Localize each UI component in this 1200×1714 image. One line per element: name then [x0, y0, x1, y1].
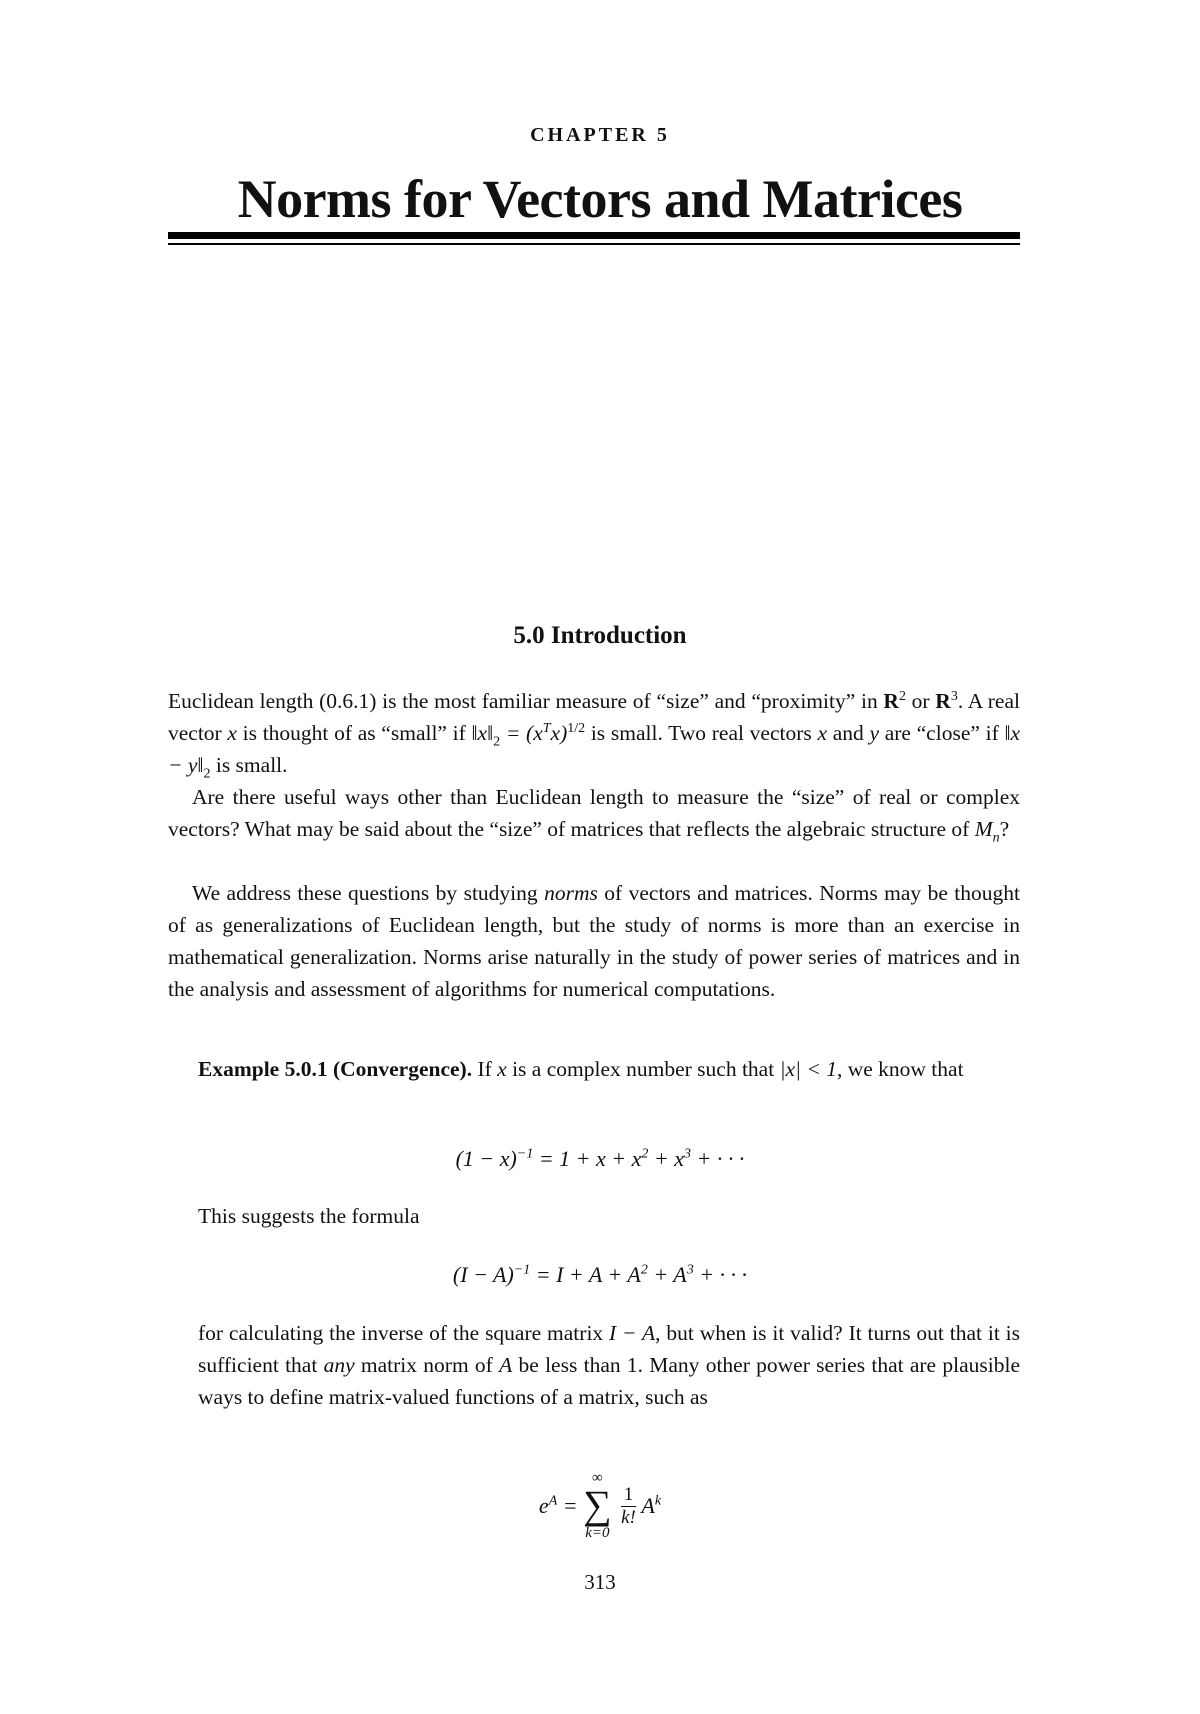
formula-neumann-series [0, 1262, 1200, 1288]
title-rule-thick [168, 232, 1020, 239]
intro-paragraph-3 [168, 877, 1020, 1005]
p3-emphasis: norms [544, 881, 598, 905]
chapter-title: Norms for Vectors and Matrices [237, 169, 963, 229]
exponent-3: 3 [684, 1146, 692, 1162]
math-A: A [499, 1353, 513, 1377]
intro-paragraph-2 [168, 781, 1020, 845]
math-x: x [817, 721, 827, 745]
sum-lower-limit: k=0 [585, 1525, 610, 1541]
exponent-2: 2 [641, 1146, 649, 1162]
summation-block [583, 1470, 612, 1542]
matrix-space-n: n [992, 830, 1000, 846]
exponent-3: 3 [950, 688, 958, 704]
p2-text-a: Are there useful ways other than Euclidean length to measure the “size” of real or complex vectors? What may be said about the “size” of matrices that reflects the algebraic structure of [168, 785, 1020, 841]
example-title: Example 5.0.1 (Convergence). [198, 1057, 473, 1081]
formula3-A: A [641, 1493, 655, 1518]
formula-geometric-series [0, 1146, 1200, 1172]
formula1-rhs-c: + · · · [691, 1146, 745, 1171]
transpose-T: T [542, 720, 551, 736]
intro-paragraph-1 [168, 685, 1020, 781]
formula1-exponent: −1 [516, 1146, 534, 1162]
formula2-rhs-c: + · · · [693, 1262, 748, 1287]
p3-text-b: of vectors and matrices. Norms may be thought of as generalizations of Euclidean length, but the study of norms is more than an exercise in mathematical generalization. Norms arise naturally in the study of power series of matrices and in the analysis and assessment of algorithms for numerical computations. [168, 881, 1020, 1001]
fraction-denominator: k! [621, 1506, 636, 1528]
p1-text-h: is small. [210, 753, 288, 777]
example-suggests: This suggests the formula [198, 1204, 420, 1228]
title-rule-thin [168, 243, 1020, 245]
x-close: x) [550, 721, 568, 745]
formula1-rhs-a: = 1 + x + x [533, 1146, 642, 1171]
abs-x-less-1: |x| < 1 [779, 1057, 837, 1081]
p1-text-g: are “close” if [879, 721, 1005, 745]
formula2-rhs-a: = I + A + A [530, 1262, 641, 1287]
example-p2-b: , but when is it valid? It turns out that it is sufficient that [198, 1321, 1020, 1377]
example-intro [198, 1053, 1020, 1085]
formula3-equals: = [557, 1493, 578, 1518]
reals-symbol: R [935, 689, 951, 713]
norm-x: ‖x‖ [471, 721, 494, 745]
chapter-label: CHAPTER 5 [530, 124, 670, 146]
fraction-block [621, 1484, 636, 1529]
p1-text-d: is thought of as “small” if [236, 721, 472, 745]
sum-upper-limit: ∞ [592, 1470, 603, 1486]
formula2-rhs-b: + A [647, 1262, 687, 1287]
example-p2-c: matrix norm of [354, 1353, 500, 1377]
norm-x-minus-y: ‖x − y‖ [168, 721, 1021, 777]
exponent-2: 2 [640, 1262, 648, 1278]
I-minus-A: I − A [609, 1321, 656, 1345]
formula1-rhs-b: + x [648, 1146, 685, 1171]
formula3-e: e [538, 1493, 549, 1518]
exponent-3: 3 [686, 1262, 694, 1278]
math-y: y [869, 721, 879, 745]
page-number: 313 [584, 1570, 616, 1594]
example-emphasis-any: any [323, 1353, 355, 1377]
matrix-space-M: M [974, 817, 993, 841]
subscript-2: 2 [203, 766, 211, 782]
fraction-numerator: 1 [621, 1484, 636, 1507]
eq-part: = (x [500, 721, 543, 745]
p1-text-e: is small. Two real vectors [585, 721, 818, 745]
p1-text-f: and [827, 721, 870, 745]
example-text-b: is a complex number such that [506, 1057, 780, 1081]
reals-symbol: R [883, 689, 899, 713]
math-x: x [227, 721, 237, 745]
exponent-2: 2 [898, 688, 906, 704]
formula3-exponent-A: A [548, 1493, 558, 1509]
formula-exponential-series [0, 1470, 1200, 1560]
p1-text-b: or [905, 689, 936, 713]
formula3-exponent-k: k [654, 1493, 662, 1509]
p1-text-c: . A real vector [168, 689, 1020, 745]
subscript-2: 2 [493, 734, 501, 750]
example-text-c: , we know that [836, 1057, 964, 1081]
example-p2-d: be less than 1. Many other power series that are plausible ways to define matrix-valued functions of a matrix, such as [198, 1353, 1020, 1409]
exponent-half: 1/2 [567, 720, 586, 736]
example-paragraph-2 [198, 1317, 1020, 1413]
p2-text-b: ? [999, 817, 1010, 841]
math-x: x [497, 1057, 507, 1081]
formula1-lhs: (1 − x) [455, 1146, 517, 1171]
formula2-exponent: −1 [513, 1262, 531, 1278]
example-text-a: If [472, 1057, 498, 1081]
p1-text-a: Euclidean length (0.6.1) is the most familiar measure of “size” and “proximity” in [168, 689, 884, 713]
section-heading: 5.0 Introduction [513, 622, 687, 649]
p3-text-a: We address these questions by studying [192, 881, 545, 905]
sigma-icon: ∑ [583, 1482, 612, 1527]
formula2-lhs: (I − A) [452, 1262, 514, 1287]
example-p2-a: for calculating the inverse of the square matrix [198, 1321, 610, 1345]
